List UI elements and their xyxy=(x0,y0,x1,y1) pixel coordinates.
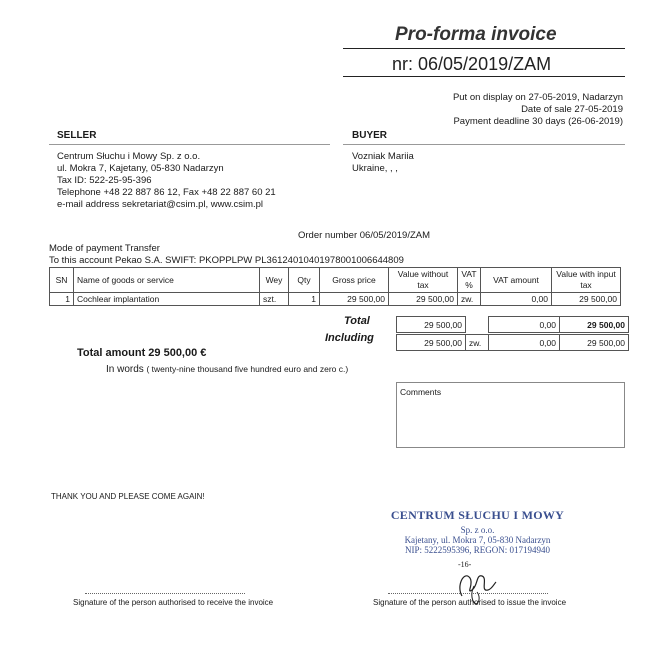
col-net: Value without tax xyxy=(389,268,458,293)
cell-sn: 1 xyxy=(50,293,74,306)
number-divider xyxy=(343,76,625,77)
total-amount: Total amount 29 500,00 € xyxy=(77,347,207,359)
cell-name: Cochlear implantation xyxy=(74,293,260,306)
seller-line: Tax ID: 522-25-95-396 xyxy=(57,175,152,186)
receive-signature-line xyxy=(85,593,245,594)
comments-box[interactable] xyxy=(396,382,625,448)
words-value: ( twenty-nine thousand five hundred euro and zero c.) xyxy=(146,364,349,374)
receive-signature-label: Signature of the person authorised to receive the invoice xyxy=(73,598,274,607)
col-unit: Wey xyxy=(260,268,289,293)
bank-account: To this account Pekao S.A. SWIFT: PKOPPLPW PL36124010401978001006644809 xyxy=(49,255,404,266)
buyer-line: Ukraine, , , xyxy=(352,163,398,174)
stamp-mark: -16- xyxy=(458,560,472,569)
total-gross: 29 500,00 xyxy=(560,317,629,333)
seller-line: ul. Mokra 7, Kajetany, 05-830 Nadarzyn xyxy=(57,163,224,174)
total-net: 29 500,00 xyxy=(397,317,466,333)
cell-gross: 29 500,00 xyxy=(320,293,389,306)
table-header-row xyxy=(50,268,621,293)
cell-qty: 1 xyxy=(289,293,320,306)
comments-label: Comments xyxy=(400,387,442,397)
seller-heading: SELLER xyxy=(57,130,97,141)
table-row xyxy=(50,293,621,306)
date-block xyxy=(323,92,623,128)
buyer-details xyxy=(352,151,414,175)
total-row xyxy=(396,316,629,333)
col-name: Name of goods or service xyxy=(74,268,260,293)
amount-in-words xyxy=(106,364,348,375)
items-table xyxy=(49,267,621,306)
total-vat-rate-empty xyxy=(466,317,489,333)
invoice-number: nr: 06/05/2019/ZAM xyxy=(392,54,552,74)
issue-signature-label: Signature of the person authorised to issue the invoice xyxy=(373,598,567,607)
total-vat: 0,00 xyxy=(489,317,560,333)
words-label: In words xyxy=(106,364,144,375)
sale-date: Date of sale 27-05-2019 xyxy=(521,104,623,115)
thanks-message: THANK YOU AND PLEASE COME AGAIN! xyxy=(51,492,205,501)
col-qty: Qty xyxy=(289,268,320,293)
stamp-ids: NIP: 5222595396, REGON: 017194940 xyxy=(404,545,550,555)
col-gross: Gross price xyxy=(320,268,389,293)
col-sn: SN xyxy=(50,268,74,293)
stamp-name: CENTRUM SŁUCHU I MOWY xyxy=(390,508,565,522)
including-gross: 29 500,00 xyxy=(560,335,629,351)
seller-divider xyxy=(49,144,330,145)
col-vat-amount: VAT amount xyxy=(481,268,552,293)
seller-line: e-mail address sekretariat@csim.pl, www.csim.pl xyxy=(57,199,264,210)
including-label: Including xyxy=(325,332,374,344)
stamp-legal: Sp. z o.o. xyxy=(460,525,495,535)
including-row xyxy=(396,334,629,351)
cell-unit: szt. xyxy=(260,293,289,306)
seller-line: Telephone +48 22 887 86 12, Fax +48 22 887 60 21 xyxy=(57,187,276,198)
buyer-line: Vozniak Mariia xyxy=(352,151,414,162)
including-vat: 0,00 xyxy=(489,335,560,351)
order-number: Order number 06/05/2019/ZAM xyxy=(298,230,431,241)
payment-mode: Mode of payment Transfer xyxy=(49,243,160,254)
buyer-divider xyxy=(343,144,625,145)
cell-vat-amount: 0,00 xyxy=(481,293,552,306)
issue-signature-line xyxy=(388,593,548,594)
cell-vat-rate: zw. xyxy=(458,293,481,306)
display-date: Put on display on 27-05-2019, Nadarzyn xyxy=(452,92,623,103)
including-net: 29 500,00 xyxy=(397,335,466,351)
stamp-address: Kajetany, ul. Mokra 7, 05-830 Nadarzyn xyxy=(404,535,551,545)
cell-net: 29 500,00 xyxy=(389,293,458,306)
cell-total: 29 500,00 xyxy=(552,293,621,306)
col-total: Value with input tax xyxy=(552,268,621,293)
col-vat-rate: VAT % xyxy=(458,268,481,293)
buyer-heading: BUYER xyxy=(352,130,388,141)
including-vat-rate: zw. xyxy=(466,335,489,351)
total-label: Total xyxy=(344,315,370,327)
title-divider xyxy=(343,48,625,49)
payment-deadline: Payment deadline 30 days (26-06-2019) xyxy=(453,116,623,127)
seller-details xyxy=(57,151,276,211)
document-title: Pro-forma invoice xyxy=(395,24,557,45)
seller-line: Centrum Słuchu i Mowy Sp. z o.o. xyxy=(57,151,201,162)
company-stamp xyxy=(370,508,585,555)
